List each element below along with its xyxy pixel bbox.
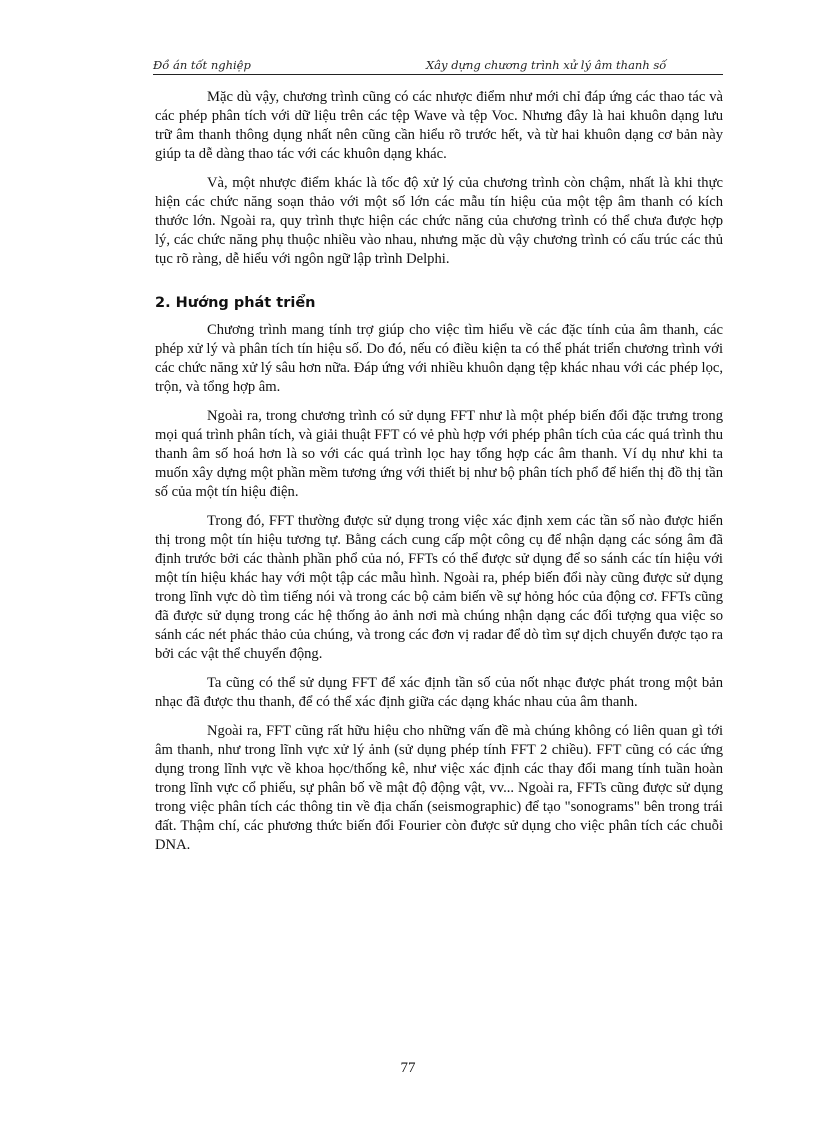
paragraph: Mặc dù vậy, chương trình cũng có các nhược điểm như mới chỉ đáp ứng các thao tác và các phép phân tích với dữ liệu trên các tệp Wave và tệp Voc. Nhưng đây là hai khuôn dạng lưu trữ âm thanh thông dụng nhất nên cũng cần hiểu rõ trước hết, và từ hai khuôn dạng cơ bản này giúp ta dễ dàng thao tác với các khuôn dạng khác.	[155, 89, 723, 162]
document-body	[155, 88, 723, 865]
running-header	[153, 56, 723, 74]
paragraph: Chương trình mang tính trợ giúp cho việc tìm hiểu về các đặc tính của âm thanh, các phép xử lý và phân tích tín hiệu số. Do đó, nếu có điều kiện ta có thể phát triển chương trình với các chức năng xử lý sâu hơn nữa. Đáp ứng với nhiều khuôn dạng tệp khác nhau với các phép lọc, trộn, và tổng hợp âm.	[155, 322, 723, 395]
header-divider	[153, 74, 723, 75]
header-right-title: Xây dựng chương trình xử lý âm thanh số	[426, 58, 667, 72]
paragraph: Và, một nhược điểm khác là tốc độ xử lý của chương trình còn chậm, nhất là khi thực hiện các chức năng soạn thảo với một số lớn các mẫu tín hiệu của một tệp âm thanh có kích thước lớn. Ngoài ra, quy trình thực hiện các chức năng của chương trình có thể chưa được hợp lý, các chức năng phụ thuộc nhiều vào nhau, nhưng mặc dù vậy chương trình có cấu trúc các thủ tục rõ ràng, dễ hiểu với ngôn ngữ lập trình Delphi.	[155, 175, 723, 267]
section-heading: 2. Hướng phát triển	[155, 295, 316, 311]
paragraph: Trong đó, FFT thường được sử dụng trong việc xác định xem các tần số nào được hiển thị trong một tín hiệu tương tự. Bằng cách cung cấp một công cụ để nhận dạng các sóng âm đã định trước bởi các thành phần phổ của nó, FFTs có thể được sử dụng để so sánh các tín hiệu với một tín hiệu khác hay với một tập các mẫu hình. Ngoài ra, phép biến đổi này cũng được sử dụng trong lĩnh vực dò tìm tiếng nói và trong các bộ cảm biến về sự hỏng hóc của động cơ. FFTs cũng đã được sử dụng trong các hệ thống ảo ảnh nơi mà chúng nhận dạng các đối tượng qua việc so sánh các nét phác thảo của chúng, và trong các đơn vị radar để dò tìm sự dịch chuyển được tạo ra bởi các vật thể chuyển động.	[155, 513, 723, 662]
paragraph: Ngoài ra, trong chương trình có sử dụng FFT như là một phép biến đổi đặc trưng trong mọi quá trình phân tích, và giải thuật FFT có vẻ phù hợp với phép phân tích của các quá trình thu thanh âm số hoá hơn là so với các quá trình lọc hay tổng hợp các âm thanh. Ví dụ như khi ta muốn xây dựng một phần mềm tương ứng với thiết bị như bộ phân tích phổ để hiển thị đồ thị tần số của một tín hiệu điện.	[155, 408, 723, 500]
paragraph: Ngoài ra, FFT cũng rất hữu hiệu cho những vấn đề mà chúng không có liên quan gì tới âm thanh, như trong lĩnh vực xử lý ảnh (sử dụng phép tính FFT 2 chiều). FFT cũng có các ứng dụng trong lĩnh vực về khoa học/thống kê, như việc xác định các thay đổi mang tính tuần hoàn trong lĩnh vực cổ phiếu, sự phân bố về mật độ động vật, vv... Ngoài ra, FFTs cũng được sử dụng trong việc phân tích các thông tin về địa chấn (seismographic) để tạo "sonograms" bên trong trái đất. Thậm chí, các phương thức biến đổi Fourier còn được sử dụng cho việc phân tích các chuỗi DNA.	[155, 723, 723, 853]
header-left-title: Đồ án tốt nghiệp	[153, 58, 251, 72]
paragraph: Ta cũng có thể sử dụng FFT để xác định tần số của nốt nhạc được phát trong một bản nhạc đã được thu thanh, để có thể xác định giữa các dạng khác nhau của âm thanh.	[155, 675, 723, 710]
page-number: 77	[400, 1060, 416, 1076]
